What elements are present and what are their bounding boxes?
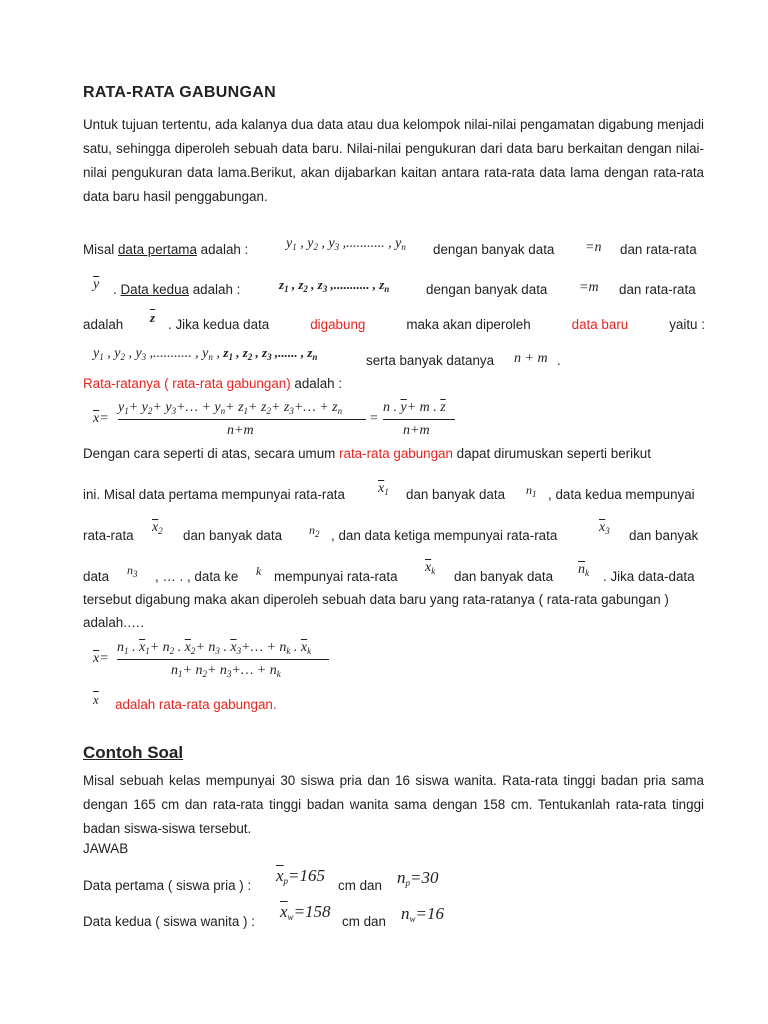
general-p3-a: rata-rata — [83, 528, 134, 543]
adalah-text: adalah : — [200, 242, 249, 257]
general-p3-b: dan banyak data — [183, 528, 283, 543]
n1-symbol: $n_1$ — [526, 483, 537, 499]
digabung-word: digabung — [310, 317, 366, 332]
general-p4-e: . Jika data-data — [603, 569, 695, 584]
rata-gabungan-red: Rata-ratanya ( rata-rata gabungan) — [83, 376, 291, 391]
misal-line-3 — [168, 317, 705, 332]
y-bar-symbol: $\overline{y}$ — [93, 277, 100, 292]
xbar-caption: adalah rata-rata gabungan. — [115, 697, 277, 712]
z-sequence-formula: $z_1$ , $z_2$ , $z_3$ ,........... , $z_n$ — [279, 277, 390, 294]
dot-separator: . — [113, 282, 117, 297]
dan-rata-rata-1: dan rata-rata — [620, 242, 697, 257]
n3-symbol: $n_3$ — [127, 563, 138, 579]
general-p2-a: ini. Misal data pertama mempunyai rata-rata — [83, 487, 345, 502]
adalah-text-2: adalah : — [192, 282, 241, 297]
eq-n-formula: =n — [585, 240, 602, 255]
general-p4-a: data — [83, 569, 110, 584]
eq-m-formula: =m — [579, 280, 599, 295]
wanita-n-value: =16 — [415, 904, 444, 923]
general-p6: adalah.…. — [83, 615, 145, 630]
general-p4-c: mempunyai rata-rata — [274, 569, 398, 584]
x-bar-symbol: $\overline{x}$ — [93, 692, 99, 707]
general-combined-mean-formula: $\overline{x}=$ $n_1$ . $\overline{x}_1+ n_2$ . $\overline{x}_2+ n_3$ . $\overline{x}_3+\dots + n_k$ . $\overline{x}_k$ $n_1+ n_2+$ $n_3+\dots + n_k$ — [93, 638, 373, 684]
yaitu-word: yaitu : — [669, 317, 705, 332]
x1-bar-symbol: $\overline{x}_1$ — [378, 481, 389, 497]
dan-rata-rata-2: dan rata-rata — [619, 282, 696, 297]
misal-word: Misal — [83, 242, 115, 257]
jika-kedua-data: . Jika kedua data — [168, 317, 270, 332]
data-pertama-link: data pertama — [117, 242, 197, 257]
jawab-label: JAWAB — [83, 841, 129, 856]
pria-mean-formula: $\overline{x}_p=165$ — [276, 866, 326, 886]
pria-mean-value: =165 — [288, 866, 326, 885]
general-p3-c: , dan data ketiga mempunyai rata-rata — [331, 528, 558, 543]
pria-n-value: =30 — [410, 868, 439, 887]
intro-paragraph: Untuk tujuan tertentu, ada kalanya dua data atau dua kelompok nilai-nilai pengamatan digabung menjadi satu, sehingga diperoleh sebuah data baru. Nilai-nilai pengukuran dari data baru berkaitan dengan nilai-nilai pengukuran data lama.Berikut, akan dijabarkan kaitan antara rata-rata data lama dengan rata-rata data baru hasil penggabungan. — [83, 117, 704, 204]
pria-cm-dan: cm dan — [338, 878, 382, 893]
general-p2-b: dan banyak data — [406, 487, 506, 502]
pria-label: Data pertama ( siswa pria ) : — [83, 878, 252, 893]
general-p1-b: dapat dirumuskan seperti berikut — [452, 446, 651, 461]
contoh-soal-heading: Contoh Soal — [83, 743, 184, 762]
x2-bar-symbol: $\overline{x}_2$ — [152, 520, 163, 536]
dengan-banyak-data-2: dengan banyak data — [426, 282, 548, 297]
combined-sequence-formula: $y_1$ , $y_2$ , $y_3$ ,........... , $y_n$ , $z_1$ , $z_2$ , $z_3$ ,...... , $z_n$ — [93, 345, 318, 362]
rata-gabungan-heading — [83, 376, 342, 391]
pria-n-formula: $n_p=30$ — [397, 868, 439, 888]
adalah-text-3: adalah — [83, 317, 124, 332]
data-kedua-link: Data kedua — [120, 282, 189, 297]
dengan-banyak-data-1: dengan banyak data — [433, 242, 555, 257]
k-symbol: k — [256, 564, 262, 578]
wanita-label: Data kedua ( siswa wanita ) : — [83, 914, 255, 929]
general-p3-d: dan banyak — [629, 528, 699, 543]
general-p2-c: , data kedua mempunyai — [548, 487, 695, 502]
misal-line-1 — [83, 242, 248, 257]
y-sequence-formula: $y_1$ , $y_2$ , $y_3$ ,........... , $y_n$ — [286, 236, 406, 252]
contoh-soal-text: Misal sebuah kelas mempunyai 30 siswa pria dan 16 siswa wanita. Rata-rata tinggi badan pria sama dengan 165 cm dan rata-rata tinggi badan wanita sama dengan 158 cm. Tentukanlah rata-rata tinggi badan siswa-siswa tersebut. — [83, 773, 704, 836]
n-plus-m-formula: n + m — [514, 351, 548, 366]
z-bar-symbol: $\overline{z}$ — [150, 310, 156, 325]
serta-banyak-datanya: serta banyak datanya — [366, 353, 495, 368]
wanita-n-formula: $n_w=16$ — [401, 904, 444, 924]
wanita-mean-formula: $\overline{x}_w=158$ — [280, 902, 331, 922]
misal-line-2 — [113, 282, 240, 297]
general-p4-d: dan banyak data — [454, 569, 554, 584]
general-p4-b: , … . , data ke — [155, 569, 239, 584]
general-p1-red: rata-rata gabungan — [339, 446, 453, 461]
rata-gabungan-tail: adalah : — [290, 376, 343, 391]
general-line-1 — [83, 446, 651, 461]
maka-akan-diperoleh: maka akan diperoleh — [406, 317, 531, 332]
general-p5: tersebut digabung maka akan diperoleh sebuah data baru yang rata-ratanya ( rata-rata gabungan ) — [83, 592, 669, 607]
general-p1-a: Dengan cara seperti di atas, secara umum — [83, 446, 340, 461]
period-mark: . — [557, 353, 561, 368]
n2-symbol: $n_2$ — [309, 523, 320, 539]
x3-bar-symbol: $\overline{x}_3$ — [599, 520, 610, 536]
data-baru-word: data baru — [571, 317, 629, 332]
wanita-cm-dan: cm dan — [342, 914, 386, 929]
xk-bar-symbol: $\overline{x}_k$ — [425, 560, 436, 576]
combined-mean-formula: $\overline{x}=$ $y_1+ y_2+$ $y_3+\dots + y_n+ z_1+ z_2+$ $z_3+\dots + z_n$ n+m = n . $\overline{y}+ m$ . $\overline{z}$ n+m — [93, 398, 473, 442]
page-title: RATA-RATA GABUNGAN — [83, 84, 276, 101]
nk-bar-symbol: $\overline{n}_k$ — [578, 562, 589, 578]
wanita-mean-value: =158 — [293, 902, 331, 921]
